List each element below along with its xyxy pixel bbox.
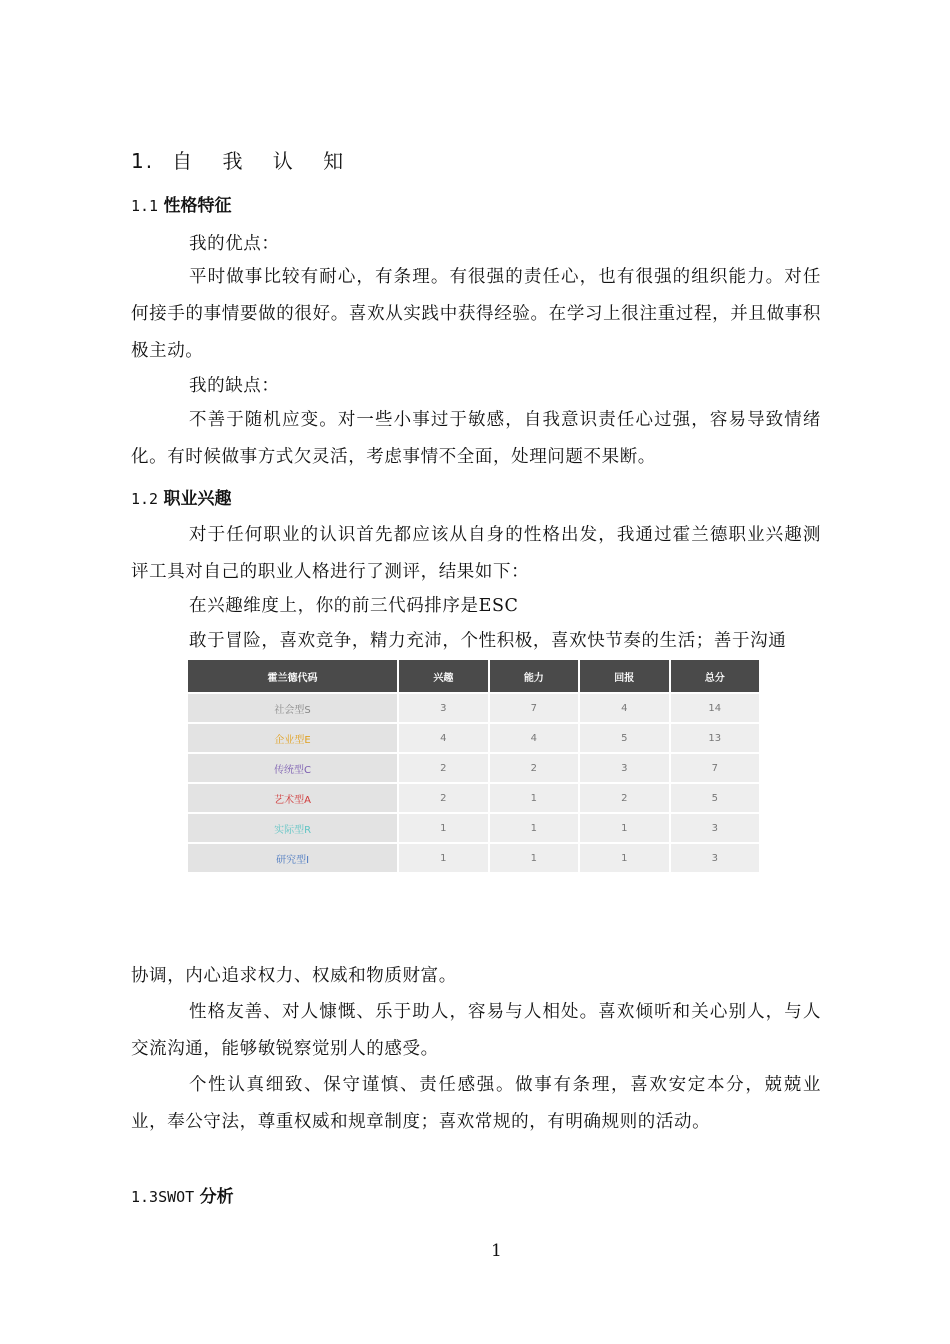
table-cell: 1 — [580, 814, 668, 842]
table-row — [188, 784, 759, 812]
table-row — [188, 754, 759, 782]
table-cell: 2 — [580, 784, 668, 812]
table-cell: 4 — [490, 724, 578, 752]
table-row — [188, 844, 759, 872]
table-row — [188, 724, 759, 752]
row-label: 传统型C — [188, 754, 397, 782]
paragraph-code-order: 在兴趣维度上，你的前三代码排序是ESC — [189, 596, 519, 616]
paragraph-weaknesses-label: 我的缺点： — [189, 376, 280, 396]
table-cell: 7 — [490, 694, 578, 722]
table-cell: 2 — [399, 784, 487, 812]
paragraph-s-type: 性格友善、对人慷慨、乐于助人，容易与人相处。喜欢倾听和关心别人，与人交流沟通，能够敏锐察觉别人的感受。 — [131, 1002, 821, 1059]
table-cell: 3 — [671, 844, 759, 872]
section-title: 自 我 认 知 — [172, 149, 356, 173]
subsection-title: 分析 — [199, 1187, 234, 1207]
table-cell: 5 — [671, 784, 759, 812]
subsection-number: 1.1 — [131, 197, 159, 215]
table-cell: 13 — [671, 724, 759, 752]
table-header: 能力 — [490, 660, 578, 692]
paragraph-strengths: 平时做事比较有耐心，有条理。有很强的责任心，也有很强的组织能力。对任何接手的事情要做的很好。喜欢从实践中获得经验。在学习上很注重过程，并且做事积极主动。 — [131, 267, 821, 361]
row-label: 企业型E — [188, 724, 397, 752]
table-cell: 4 — [580, 694, 668, 722]
row-label: 艺术型A — [188, 784, 397, 812]
table-header-row — [188, 660, 759, 692]
subsection-title: 性格特征 — [163, 196, 232, 216]
paragraph-weaknesses: 不善于随机应变。对一些小事过于敏感，自我意识责任心过强，容易导致情绪化。有时候做事方式欠灵活，考虑事情不全面，处理问题不果断。 — [131, 410, 821, 467]
table-cell: 14 — [671, 694, 759, 722]
table-header: 回报 — [580, 660, 668, 692]
table-row — [188, 814, 759, 842]
row-label: 社会型S — [188, 694, 397, 722]
page-number: 1 — [491, 1241, 502, 1261]
table-cell: 1 — [399, 844, 487, 872]
subsection-heading-1-3 — [131, 1182, 234, 1207]
paragraph-c-type: 个性认真细致、保守谨慎、责任感强。做事有条理，喜欢安定本分，兢兢业业，奉公守法，尊重权威和规章制度；喜欢常规的，有明确规则的活动。 — [131, 1075, 821, 1132]
row-label: 实际型R — [188, 814, 397, 842]
section-heading — [131, 145, 355, 174]
table-cell: 1 — [399, 814, 487, 842]
subsection-heading-1-1 — [131, 191, 232, 216]
table-cell: 3 — [399, 694, 487, 722]
table-cell: 7 — [671, 754, 759, 782]
table-header: 总分 — [671, 660, 759, 692]
paragraph-interest-intro: 对于任何职业的认识首先都应该从自身的性格出发，我通过霍兰德职业兴趣测评工具对自己的职业人格进行了测评，结果如下： — [131, 525, 821, 582]
table-cell: 2 — [490, 754, 578, 782]
row-label: 研究型I — [188, 844, 397, 872]
subsection-title: 职业兴趣 — [163, 489, 232, 509]
table-cell: 5 — [580, 724, 668, 752]
subsection-heading-1-2 — [131, 484, 232, 509]
paragraph-strengths-label: 我的优点： — [189, 234, 280, 254]
table-cell: 1 — [490, 814, 578, 842]
section-number: 1. — [131, 149, 155, 173]
table-cell: 2 — [399, 754, 487, 782]
paragraph-e-type-start: 敢于冒险，喜欢竞争，精力充沛，个性积极，喜欢快节奏的生活；善于沟通 — [189, 631, 787, 651]
table-header: 兴趣 — [399, 660, 487, 692]
holland-code-table — [186, 658, 761, 874]
table-cell: 1 — [490, 844, 578, 872]
table-cell: 3 — [671, 814, 759, 842]
subsection-number: 1.2 — [131, 490, 159, 508]
table-cell: 4 — [399, 724, 487, 752]
table-cell: 3 — [580, 754, 668, 782]
table-cell: 1 — [490, 784, 578, 812]
table-cell: 1 — [580, 844, 668, 872]
paragraph-e-type-end: 协调，内心追求权力、权威和物质财富。 — [131, 966, 457, 986]
table-row — [188, 694, 759, 722]
table-header: 霍兰德代码 — [188, 660, 397, 692]
subsection-number: 1.3SWOT — [131, 1188, 195, 1206]
